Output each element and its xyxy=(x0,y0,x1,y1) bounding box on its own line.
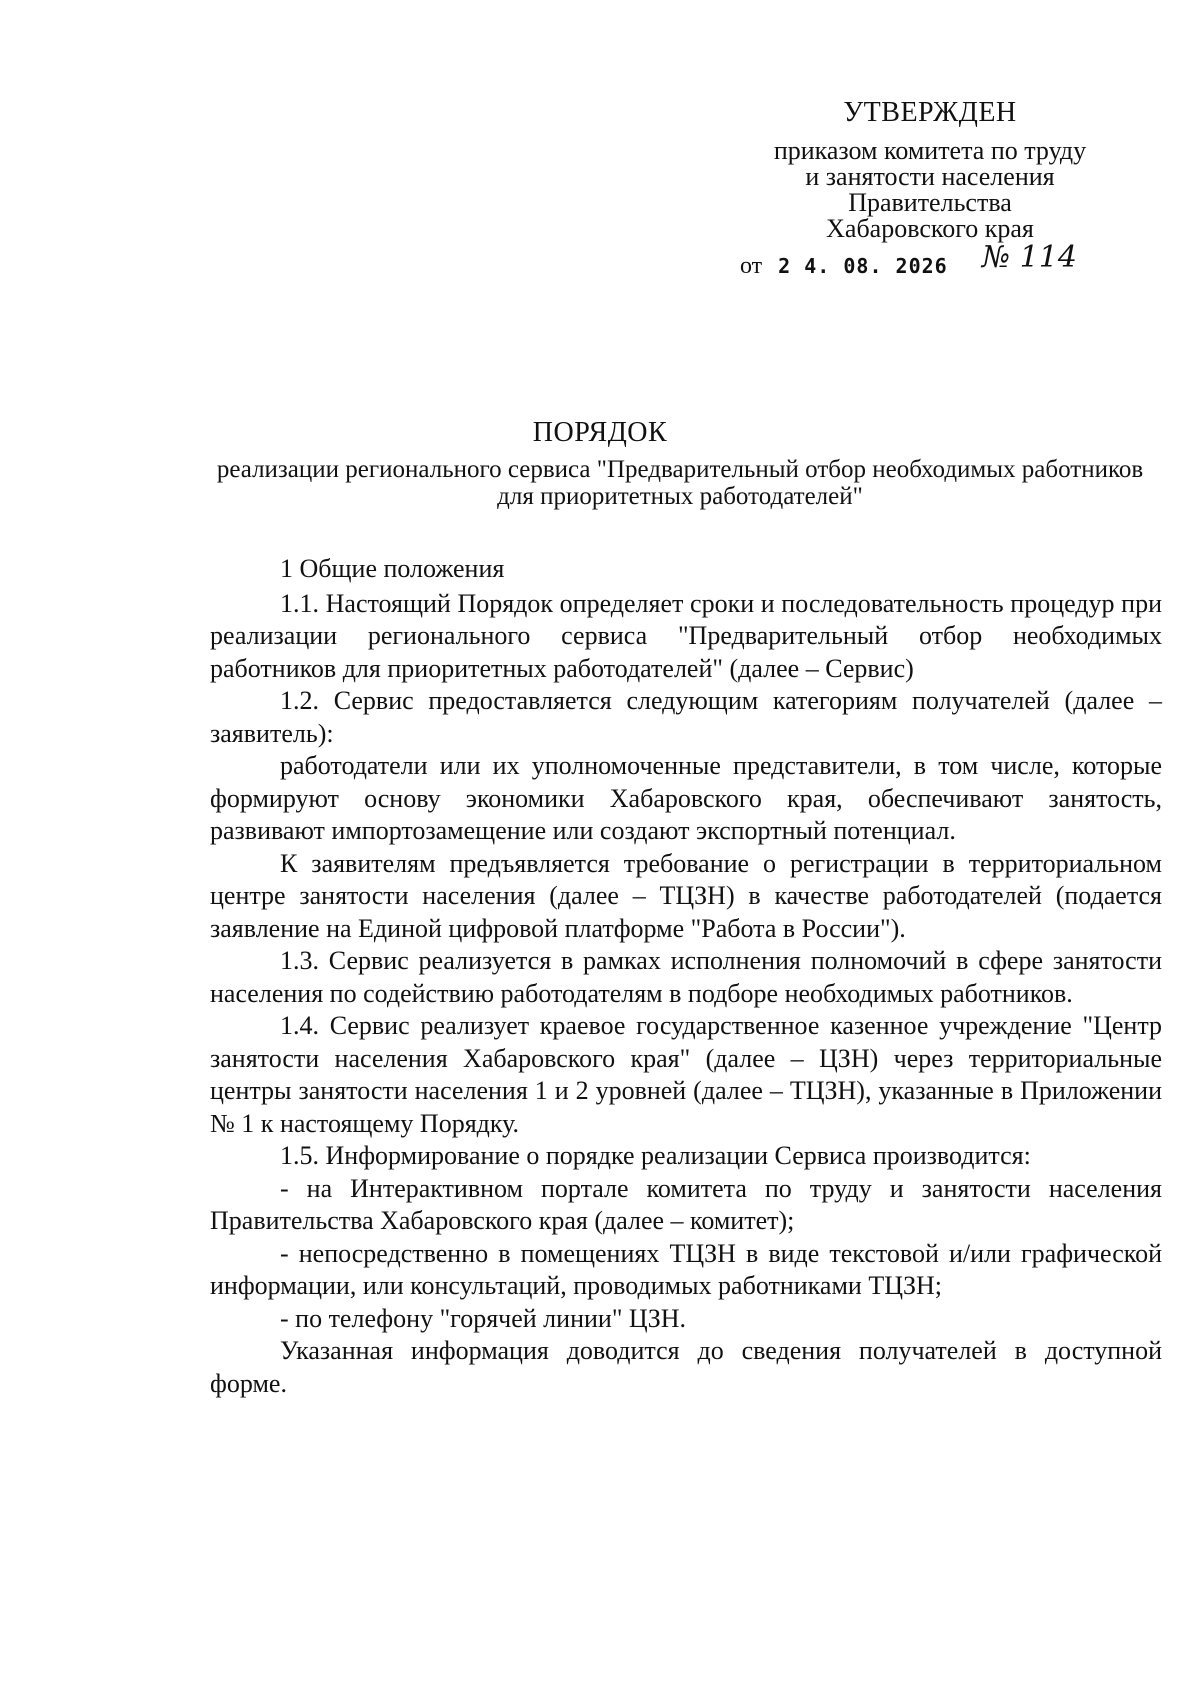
paragraph: - непосредственно в помещениях ТЦЗН в виде текстовой и/или графической информации, или консультаций, проводимых работниками ТЦЗН; xyxy=(210,1238,1162,1300)
approval-title: УТВЕРЖДЕН xyxy=(843,97,1017,128)
approval-block xyxy=(740,97,1120,243)
paragraph: - на Интерактивном портале комитета по труду и занятости населения Правительства Хабаровского края (далее – комитет); xyxy=(210,1173,1162,1235)
paragraph: 1.4. Сервис реализует краевое государственное казенное учреждение "Центр занятости населения Хабаровского края" (далее – ЦЗН) через территориальные центры занятости населения 1 и 2 уровней (далее – ТЦЗН), указанные в Приложении № 1 к настоящему Порядку. xyxy=(210,1011,1162,1138)
section-heading: 1 Общие положения xyxy=(280,554,505,583)
order-date-line xyxy=(740,240,1077,281)
paragraph: Указанная информация доводится до сведения получателей в доступной форме. xyxy=(210,1336,1162,1398)
approval-line: приказом комитета по труду xyxy=(773,136,1087,165)
paragraph: 1.3. Сервис реализуется в рамках исполнения полномочий в сфере занятости населения по содействию работодателям в подборе необходимых работников. xyxy=(210,946,1162,1008)
order-number-handwritten: № 114 xyxy=(981,240,1077,275)
paragraph: работодатели или их уполномоченные представители, в том числе, которые формируют основу экономики Хабаровского края, обеспечивают занятость, развивают импортозамещение или создают экспортный потенциал. xyxy=(210,751,1162,845)
from-label: от xyxy=(740,253,763,279)
order-date-stamp: 2 4. 08. 2026 xyxy=(778,254,948,278)
paragraph: 1.5. Информирование о порядке реализации Сервиса производится: xyxy=(280,1141,1031,1170)
paragraph: 1.2. Сервис предоставляется следующим категориям получателей (далее – заявитель): xyxy=(210,686,1162,748)
document-subtitle: реализации регионального сервиса "Предварительный отбор необходимых работников для приоритетных работодателей" xyxy=(216,456,1144,510)
document-body xyxy=(210,553,1162,1400)
paragraph: - по телефону "горячей линии" ЦЗН. xyxy=(280,1303,687,1333)
paragraph: 1.1. Настоящий Порядок определяет сроки и последовательность процедур при реализации регионального сервиса "Предварительный отбор необходимых работников для приоритетных работодателей" (далее – Сервис) xyxy=(210,588,1162,683)
document-title: ПОРЯДОК xyxy=(532,417,668,448)
approval-line: Хабаровского края xyxy=(826,214,1034,243)
approval-line: и занятости населения xyxy=(805,162,1055,191)
paragraph: К заявителям предъявляется требование о регистрации в территориальном центре занятости населения (далее – ТЦЗН) в качестве работодателей (подается заявление на Единой цифровой платформе "Работа в России"). xyxy=(210,848,1162,943)
approval-line: Правительства xyxy=(848,188,1012,217)
